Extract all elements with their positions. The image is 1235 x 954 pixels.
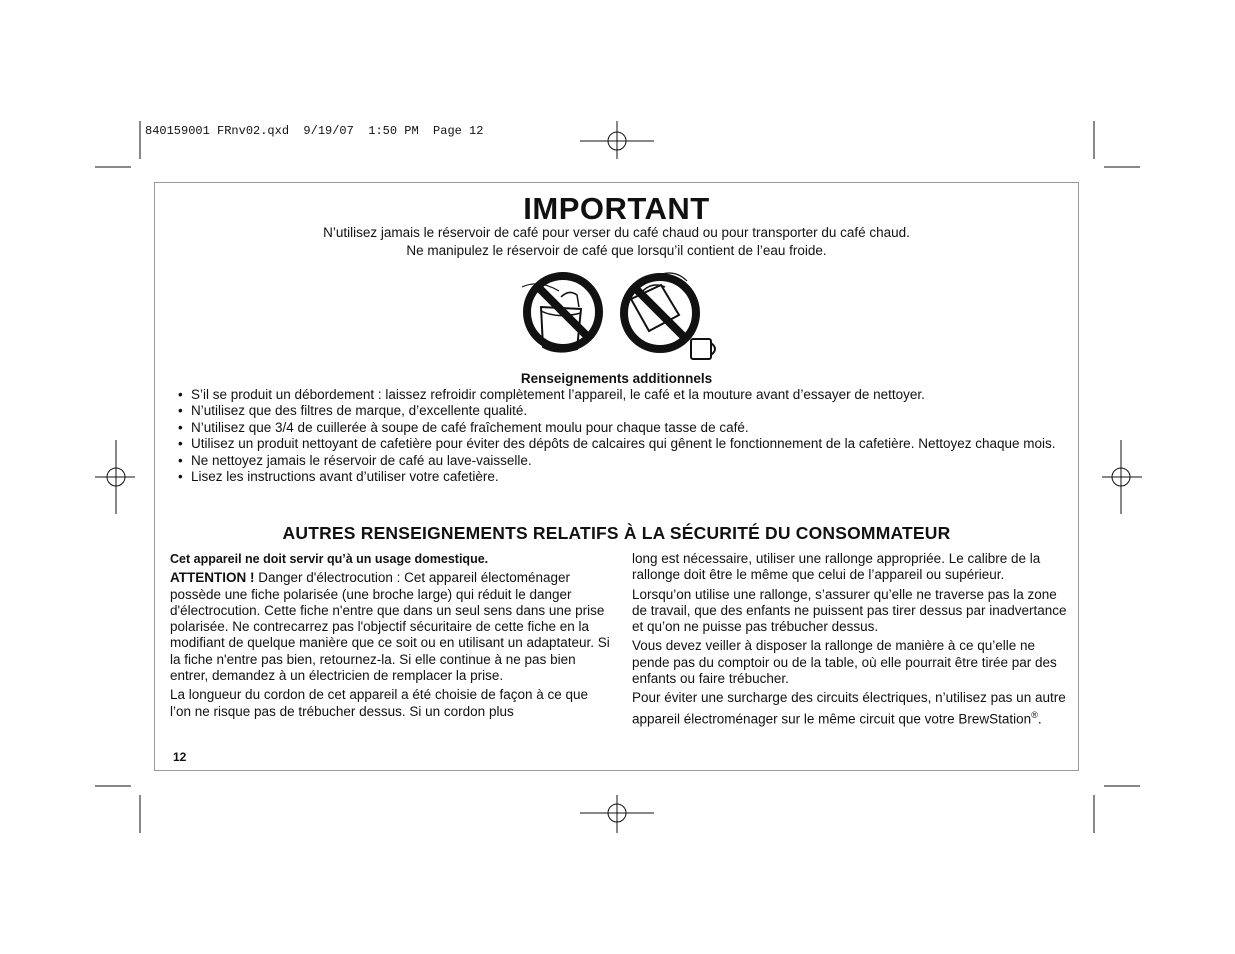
registration-mark-bottom xyxy=(580,795,654,833)
list-item: • N’utilisez que des filtres de marque, d’excellente qualité. xyxy=(177,403,1057,419)
work-zone-paragraph: Lorsqu’on utilise une rallonge, s’assurer qu’elle ne traverse pas la zone de travail, que des enfants ne puissent pas tirer dessus par inadvertance et qu’on ne puisse pas trébucher dessus. xyxy=(632,586,1067,635)
page-number: 12 xyxy=(173,750,187,764)
safety-left-column xyxy=(170,551,610,723)
attention-paragraph xyxy=(170,570,610,684)
cord-paragraph: La longueur du cordon de cet appareil a été choisie de façon à ce que l’on ne risque pas de trébucher dessus. Si un cordon plus xyxy=(170,687,589,719)
domestic-use-notice: Cet appareil ne doit servir qu’à un usage domestique. xyxy=(170,552,489,566)
safety-heading: AUTRES RENSEIGNEMENTS RELATIFS À LA SÉCURITÉ DU CONSOMMATEUR xyxy=(282,523,951,543)
safety-right-column xyxy=(632,551,1072,730)
attention-text: Danger d'électrocution : Cet appareil électoménager possède une fiche polarisée (une broche large) qui réduit le danger d'électrocution. Cette fiche n'entre que dans un seul sens dans une prise polarisée. Ne contrecarrez pas l'objectif sécuritaire de cette fiche en la modifiant de quelque manière que ce soit ou en utilisant un adaptateur. Si la fiche n'entre pas bien, retournez-la. Si elle continue à ne pas bien entrer, demandez à un électricien de remplacer la prise. xyxy=(170,570,610,684)
registration-mark-right xyxy=(1102,440,1142,514)
printer-slug-line: 840159001 FRnv02.qxd 9/19/07 1:50 PM Page 12 xyxy=(145,124,484,138)
carafe-prohibition-illustration xyxy=(519,269,719,361)
circuit-overload-text: Pour éviter une surcharge des circuits électriques, n’utilisez pas un autre appareil électroménager sur le même circuit que votre BrewStation xyxy=(632,690,1066,727)
list-item: • Lisez les instructions avant d’utiliser votre cafetière. xyxy=(177,469,1057,485)
attention-label: ATTENTION ! xyxy=(170,570,255,586)
no-carafe-carry-icon xyxy=(522,276,599,352)
registered-mark: ® xyxy=(1031,709,1038,720)
list-item: • S’il se produit un débordement : laissez refroidir complètement l’appareil, le café et la mouture avant d’essayer de nettoyer. xyxy=(177,387,1057,403)
list-item: • Ne nettoyez jamais le réservoir de café au lave-vaisselle. xyxy=(177,453,1057,469)
registration-mark-top xyxy=(580,121,654,159)
warning-line: Ne manipulez le réservoir de café que lorsqu’il contient de l’eau froide. xyxy=(406,243,827,258)
extension-cord-paragraph: long est nécessaire, utiliser une rallonge appropriée. Le calibre de la rallonge doit être le même que celui de l’appareil ou supérieur. xyxy=(632,551,1041,583)
circuit-overload-paragraph xyxy=(632,690,1072,727)
registration-mark-left xyxy=(95,440,135,514)
page-title: IMPORTANT xyxy=(523,191,710,226)
warning-line: N’utilisez jamais le réservoir de café pour verser du café chaud ou pour transporter du café chaud. xyxy=(323,225,910,240)
list-item: • Utilisez un produit nettoyant de cafetière pour éviter des dépôts de calcaires qui gênent le fonctionnement de la cafetière. Nettoyez chaque mois. xyxy=(177,436,1057,452)
period: . xyxy=(1037,711,1042,727)
content-frame xyxy=(154,182,1079,771)
additional-info-heading: Renseignements additionnels xyxy=(520,371,713,386)
additional-info-list xyxy=(177,387,1057,485)
cord-hanging-paragraph: Vous devez veiller à disposer la rallonge de manière à ce qu’elle ne pende pas du comptoir ou de la table, où elle pourrait être tirée par des enfants ou faire trébucher. xyxy=(632,638,1057,687)
no-carafe-pour-icon xyxy=(624,273,715,359)
warning-text xyxy=(155,224,1078,260)
list-item: • N’utilisez que 3/4 de cuillerée à soupe de café fraîchement moulu pour chaque tasse de café. xyxy=(177,420,1057,436)
